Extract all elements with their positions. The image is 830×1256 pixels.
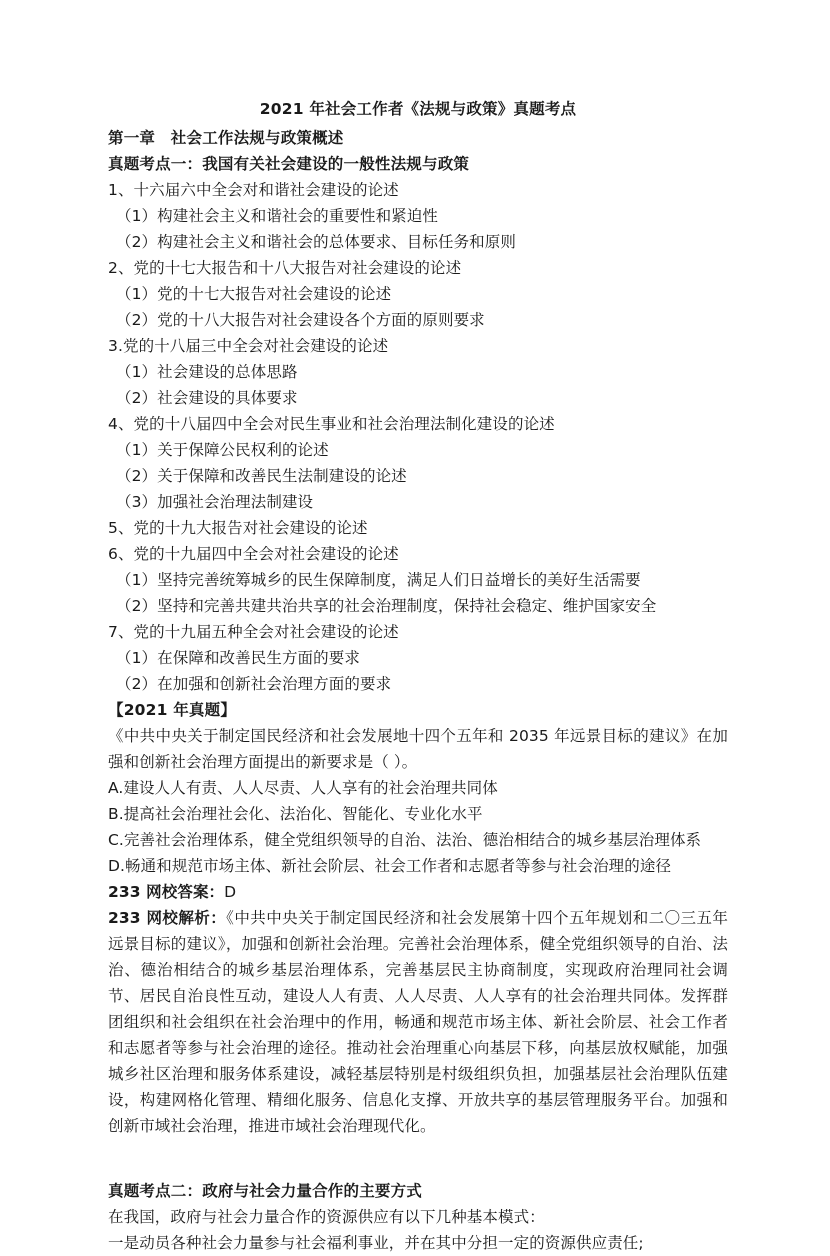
outline-item: 6、党的十九届四中全会对社会建设的论述 — [108, 545, 399, 563]
outline-item: （1）构建社会主义和谐社会的重要性和紧迫性 — [116, 207, 438, 225]
outline-item: （2）在加强和创新社会治理方面的要求 — [116, 675, 392, 693]
option-b: B.提高社会治理社会化、法治化、智能化、专业化水平 — [108, 805, 483, 823]
outline-item: （2）党的十八大报告对社会建设各个方面的原则要求 — [116, 311, 485, 329]
outline-item: 2、党的十七大报告和十八大报告对社会建设的论述 — [108, 259, 462, 277]
document-body — [108, 96, 728, 1256]
analysis-block — [108, 905, 728, 1139]
outline-item: （3）加强社会治理法制建设 — [116, 493, 314, 511]
outline-item: 1、十六届六中全会对和谐社会建设的论述 — [108, 181, 399, 199]
outline-item: （2）坚持和完善共建共治共享的社会治理制度，保持社会稳定、维护国家安全 — [116, 597, 657, 615]
paragraph-spacer — [108, 1139, 728, 1165]
question-stem: 《中共中央关于制定国民经济和社会发展地十四个五年和 2035 年远景目标的建议》在加强和创新社会治理方面提出的新要求是（ ）。 — [108, 727, 728, 771]
section-2-intro: 在我国，政府与社会力量合作的资源供应有以下几种基本模式： — [108, 1208, 545, 1226]
analysis-text: 《中共中央关于制定国民经济和社会发展第十四个五年规划和二〇三五年远景目标的建议》，加强和创新社会治理。完善社会治理体系，健全党组织领导的自治、法治、德治相结合的城乡基层治理体系，完善基层民主协商制度，实现政府治理同社会调节、居民自治良性互动，建设人人有责、人人尽责、人人享有的社会治理共同体。发挥群团组织和社会组织在社会治理中的作用，畅通和规范市场主体、新社会阶层、社会工作者和志愿者等参与社会治理的途径。推动社会治理重心向基层下移，向基层放权赋能，加强城乡社区治理和服务体系建设，减轻基层特别是村级组织负担，加强基层社会治理队伍建设，构建网格化管理、精细化服务、信息化支撑、开放共享的基层管理服务平台。加强和创新市域社会治理，推进市域社会治理现代化。 — [108, 909, 729, 1135]
outline-item: 3.党的十八届三中全会对社会建设的论述 — [108, 337, 389, 355]
analysis-label: 233 网校解析： — [108, 909, 227, 927]
document-title: 2021 年社会工作者《法规与政策》真题考点 — [259, 100, 577, 118]
option-d: D.畅通和规范市场主体、新社会阶层、社会工作者和志愿者等参与社会治理的途径 — [108, 857, 672, 875]
outline-item: （2）社会建设的具体要求 — [116, 389, 298, 407]
outline-item: （1）在保障和改善民生方面的要求 — [116, 649, 360, 667]
answer-value: D — [224, 883, 237, 901]
outline-item: （1）党的十七大报告对社会建设的论述 — [116, 285, 392, 303]
outline-item: 5、党的十九大报告对社会建设的论述 — [108, 519, 368, 537]
chapter-heading: 第一章 社会工作法规与政策概述 — [108, 129, 344, 147]
outline-item: （1）社会建设的总体思路 — [116, 363, 298, 381]
paragraph-spacer — [108, 1165, 728, 1178]
option-a: A.建设人人有责、人人尽责、人人享有的社会治理共同体 — [108, 779, 498, 797]
outline-item: （2）构建社会主义和谐社会的总体要求、目标任务和原则 — [116, 233, 516, 251]
section-heading-1: 真题考点一：我国有关社会建设的一般性法规与政策 — [108, 155, 470, 173]
section-heading-2: 真题考点二：政府与社会力量合作的主要方式 — [108, 1182, 423, 1200]
exam-year-tag: 【2021 年真题】 — [108, 701, 237, 719]
section-2-item: 一是动员各种社会力量参与社会福利事业，并在其中分担一定的资源供应责任; — [108, 1234, 644, 1252]
outline-item: （2）关于保障和改善民生法制建设的论述 — [116, 467, 407, 485]
option-c: C.完善社会治理体系，健全党组织领导的自治、法治、德治相结合的城乡基层治理体系 — [108, 831, 702, 849]
answer-line — [108, 879, 728, 905]
answer-label: 233 网校答案： — [108, 883, 225, 901]
outline-item: 7、党的十九届五种全会对社会建设的论述 — [108, 623, 399, 641]
outline-item: 4、党的十八届四中全会对民生事业和社会治理法制化建设的论述 — [108, 415, 555, 433]
outline-item: （1）坚持完善统筹城乡的民生保障制度，满足人们日益增长的美好生活需要 — [116, 571, 641, 589]
outline-item: （1）关于保障公民权利的论述 — [116, 441, 329, 459]
